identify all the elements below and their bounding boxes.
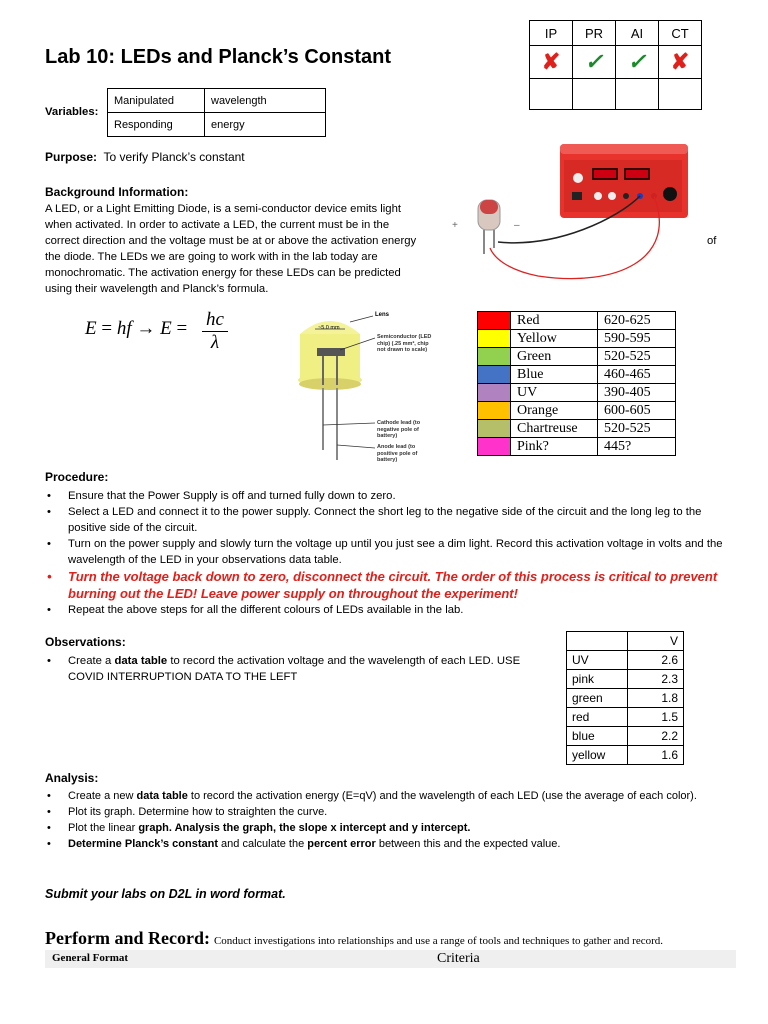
background-line: A LED, or a Light Emitting Diode, is a semi-conductor device emits light	[45, 203, 402, 215]
formula-fraction	[202, 309, 228, 354]
procedure-heading: Procedure:	[45, 470, 109, 484]
page-title: Lab 10: LEDs and Planck’s Constant	[45, 46, 392, 68]
led-color-name: UV	[511, 384, 598, 402]
led-wavelength-range: 460-465	[598, 366, 676, 384]
led-row	[478, 312, 676, 330]
observations-header-row	[567, 632, 684, 651]
led-row	[478, 402, 676, 420]
led-wavelength-range: 520-525	[598, 348, 676, 366]
variables-table	[107, 88, 326, 137]
grade-header-ai: AI	[616, 21, 659, 46]
observations-row	[567, 746, 684, 765]
analysis-item: • Plot its graph. Determine how to straighten the curve.	[45, 804, 745, 820]
grade-table	[529, 20, 702, 110]
led-color-name: Pink?	[511, 438, 598, 456]
background-line: using their wavelength and Planck’s formula.	[45, 283, 269, 295]
grade-header-pr: PR	[573, 21, 616, 46]
analysis-text: and calculate the	[217, 838, 308, 850]
purpose-label: Purpose:	[45, 150, 98, 164]
formula-eq: =	[101, 318, 113, 339]
submit-note: Submit your labs on D2L in word format.	[45, 887, 286, 901]
led-row	[478, 420, 676, 438]
formula-e: E	[85, 318, 97, 339]
criteria-header-bar	[45, 950, 736, 968]
variable-value: energy	[205, 113, 326, 137]
led-semi-label: Semiconductor (LED chip) (.25 mm², chip not drawn to scale)	[377, 334, 432, 353]
led-cathode-label: Cathode lead (to negative pole of battery)	[377, 420, 421, 439]
observations-row	[567, 651, 684, 670]
analysis-text: to record the activation energy (E=qV) and the wavelength of each LED (use the average of each color).	[187, 790, 697, 802]
led-row	[478, 330, 676, 348]
observations-voltage: 2.3	[628, 670, 684, 689]
observations-table	[566, 631, 684, 765]
analysis-heading: Analysis:	[45, 771, 99, 785]
grade-cell	[616, 79, 659, 110]
grade-cell	[659, 79, 702, 110]
observations-header-blank	[567, 632, 628, 651]
perform-desc: Conduct investigations into relationships and use a range of tools and techniques to gather and record.	[213, 935, 664, 947]
analysis-bold: data table	[136, 790, 188, 802]
observations-color: UV	[567, 651, 628, 670]
formula-numerator: hc	[202, 309, 228, 332]
led-color-table	[477, 311, 676, 456]
analysis-item	[45, 836, 745, 852]
observations-header-v: V	[628, 632, 684, 651]
cross-icon: ✘	[530, 46, 573, 79]
procedure-warning: • Turn the voltage back down to zero, disconnect the circuit. The order of this process is critical to prevent burning out the LED! Leave power supply on throughout the experiment!	[45, 568, 725, 602]
procedure-item: • Turn on the power supply and slowly turn the voltage up until you just see a dim light. Record this activation voltage in volts and the wavelength of the LED in your observations data table.	[45, 536, 725, 568]
observations-text: Create a	[68, 655, 115, 667]
variable-key: Responding	[108, 113, 205, 137]
analysis-bold: percent error	[307, 838, 376, 850]
led-mm-label: ~5.0 mm	[318, 325, 340, 331]
perform-title: Perform and Record:	[45, 928, 210, 948]
procedure-item: • Repeat the above steps for all the different colours of LEDs available in the lab.	[45, 602, 725, 618]
analysis-text: between this and the expected value.	[375, 838, 561, 850]
background-text	[45, 201, 465, 297]
observations-color: blue	[567, 727, 628, 746]
procedure-list	[45, 488, 725, 618]
color-swatch	[478, 330, 511, 348]
grade-header-ct: CT	[659, 21, 702, 46]
led-row	[478, 384, 676, 402]
color-swatch	[478, 366, 511, 384]
procedure-item: • Ensure that the Power Supply is off and turned fully down to zero.	[45, 488, 725, 504]
led-lens-label: Lens	[375, 312, 390, 318]
led-color-name: Orange	[511, 402, 598, 420]
color-swatch	[478, 420, 511, 438]
procedure-item: • Select a LED and connect it to the power supply. Connect the short leg to the negative side of the circuit and the long leg to the positive side of the circuit.	[45, 504, 725, 536]
general-format-label: General Format	[52, 952, 129, 964]
grade-cell	[530, 79, 573, 110]
observations-color: red	[567, 708, 628, 727]
observations-color: green	[567, 689, 628, 708]
background-line: the diode. The LEDs we are going to work with in the lab today are	[45, 251, 378, 263]
formula-e: E	[160, 318, 172, 339]
power-supply-image	[448, 138, 698, 290]
background-line: monochromatic. The activation energy for these LEDs can be predicted	[45, 267, 401, 279]
led-wavelength-range: 520-525	[598, 420, 676, 438]
observations-color: pink	[567, 670, 628, 689]
led-row	[478, 366, 676, 384]
analysis-list	[45, 788, 745, 852]
led-color-name: Red	[511, 312, 598, 330]
observations-voltage: 1.8	[628, 689, 684, 708]
led-wavelength-range: 620-625	[598, 312, 676, 330]
criteria-label: Criteria	[437, 951, 480, 966]
purpose	[45, 150, 245, 164]
observations-text: to record the activation voltage and the wavelength of each LED. USE COVID INTERRUPTION DATA TO THE LEFT	[68, 655, 521, 683]
observations-voltage: 2.6	[628, 651, 684, 670]
color-swatch	[478, 348, 511, 366]
observations-voltage: 2.2	[628, 727, 684, 746]
analysis-bold: Determine Planck’s constant	[68, 838, 218, 850]
analysis-item	[45, 788, 745, 804]
color-swatch	[478, 312, 511, 330]
stray-text: of	[707, 235, 717, 247]
led-anode-label: Anode lead (to positive pole of battery)	[377, 444, 418, 463]
variable-key: Manipulated	[108, 89, 205, 113]
svg-text:+: +	[452, 220, 458, 231]
observations-row	[567, 689, 684, 708]
formula-eq: =	[176, 318, 188, 339]
background-line: when activated. In order to activate a LED, the current must be in the	[45, 219, 390, 231]
formula	[85, 318, 187, 340]
check-icon: ✓	[573, 46, 616, 79]
formula-arrow: →	[136, 318, 156, 339]
analysis-text: Plot the linear	[68, 822, 139, 834]
led-row	[478, 348, 676, 366]
variables-label: Variables:	[45, 106, 99, 118]
led-wavelength-range: 445?	[598, 438, 676, 456]
formula-hf: hf	[116, 318, 132, 339]
grade-header-ip: IP	[530, 21, 573, 46]
analysis-text: Create a new	[68, 790, 137, 802]
analysis-bold: graph. Analysis the graph, the slope x intercept and y intercept.	[138, 822, 471, 834]
background-line: correct direction and the voltage must be at or above the activation energy	[45, 235, 417, 247]
observations-heading: Observations:	[45, 635, 126, 649]
led-wavelength-range: 600-605	[598, 402, 676, 420]
observations-voltage: 1.6	[628, 746, 684, 765]
perform-record	[45, 928, 663, 949]
analysis-item	[45, 820, 745, 836]
variable-value: wavelength	[205, 89, 326, 113]
observations-voltage: 1.5	[628, 708, 684, 727]
observations-row	[567, 727, 684, 746]
background-heading: Background Information:	[45, 185, 189, 199]
observations-list	[45, 653, 535, 685]
color-swatch	[478, 402, 511, 420]
led-wavelength-range: 390-405	[598, 384, 676, 402]
purpose-text: To verify Planck’s constant	[103, 150, 245, 164]
observations-row	[567, 708, 684, 727]
check-icon: ✓	[616, 46, 659, 79]
observations-item	[45, 653, 535, 685]
cross-icon: ✘	[659, 46, 702, 79]
grade-cell	[573, 79, 616, 110]
color-swatch	[478, 384, 511, 402]
led-color-name: Blue	[511, 366, 598, 384]
observations-row	[567, 670, 684, 689]
led-color-name: Green	[511, 348, 598, 366]
color-swatch	[478, 438, 511, 456]
led-wavelength-range: 590-595	[598, 330, 676, 348]
formula-denominator: λ	[210, 332, 220, 353]
svg-text:–: –	[514, 220, 520, 231]
led-row	[478, 438, 676, 456]
led-color-name: Yellow	[511, 330, 598, 348]
observations-bold: data table	[114, 655, 168, 667]
led-color-name: Chartreuse	[511, 420, 598, 438]
observations-color: yellow	[567, 746, 628, 765]
